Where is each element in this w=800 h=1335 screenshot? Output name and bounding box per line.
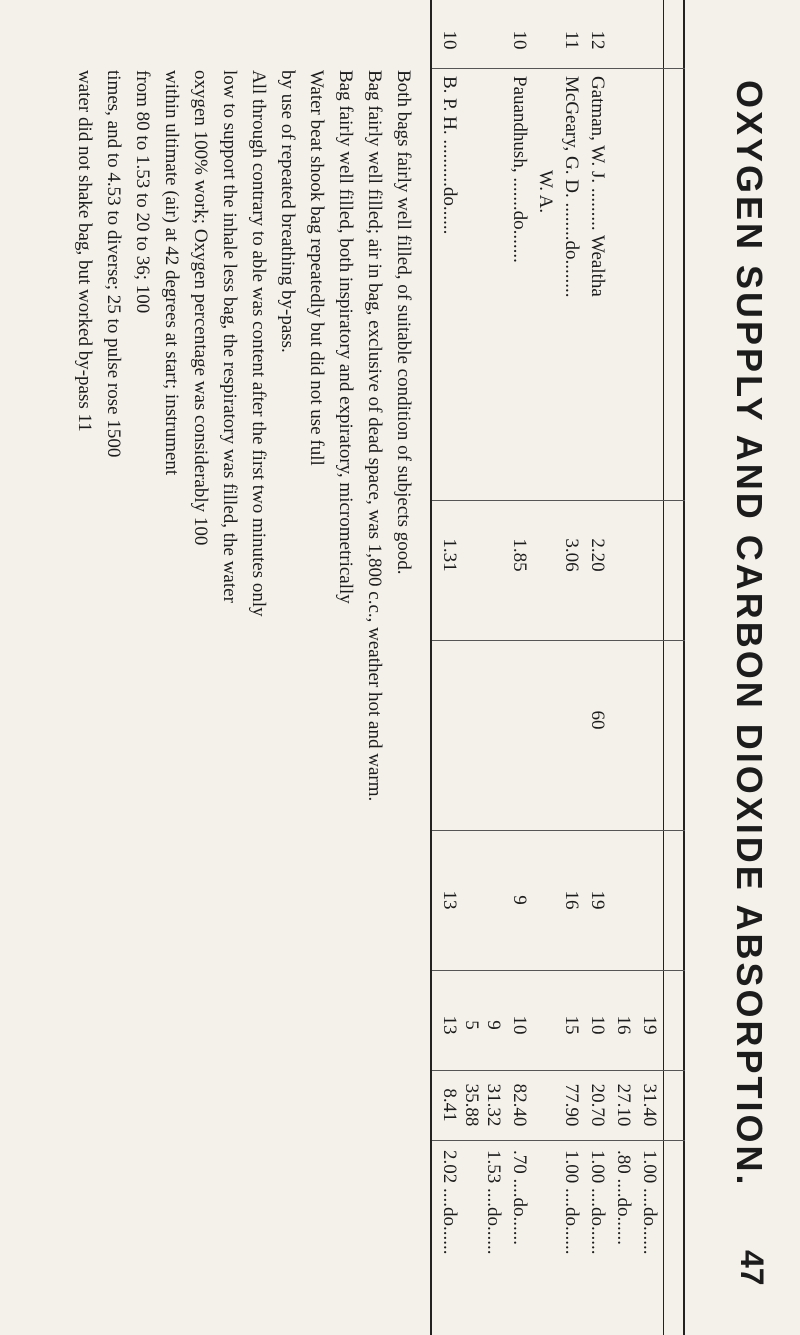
- table-cell: 10: [509, 30, 530, 50]
- table-cell: 1.00 ....do......: [561, 1150, 582, 1255]
- page-number: 47: [734, 1250, 770, 1286]
- table-cell: 2.02 ....do......: [439, 1150, 460, 1255]
- table-row: [584, 0, 608, 1335]
- remark-line: All through contrary to able was content after the first two minutes only: [248, 70, 269, 617]
- table-cell: 2.20: [587, 538, 608, 572]
- table-cell: 12: [587, 30, 608, 50]
- table-cell: 16: [561, 890, 582, 910]
- table-cell: 77.90: [561, 1083, 582, 1127]
- remark-line: within ultimate (air) at 42 degrees at start; instrument: [161, 70, 182, 476]
- table-row: [636, 0, 660, 1335]
- table-cell: 60: [587, 710, 608, 730]
- table-cell: W. A.: [535, 170, 556, 214]
- table-cell: B. P. H. ..........do......: [439, 76, 460, 235]
- remark-line: low to support the inhale less bag, the respiratory was filled, the water: [219, 70, 240, 603]
- table-row: [458, 0, 482, 1335]
- table-cell: 10: [509, 1015, 530, 1035]
- column-rule: [432, 830, 685, 831]
- table-cell: 13: [439, 1015, 460, 1035]
- table-cell: 1.85: [509, 538, 530, 572]
- table-cell: 11: [561, 30, 582, 50]
- table-header-rule: [663, 0, 664, 1335]
- remark-line: water did not shake bag, but worked by-pass 11: [74, 70, 95, 432]
- table-row: [558, 0, 582, 1335]
- table-cell: 82.40: [509, 1083, 530, 1127]
- table-cell: 19: [639, 1015, 660, 1035]
- table-cell: 8.41: [439, 1088, 460, 1122]
- table-cell: 27.10: [613, 1083, 634, 1127]
- table-row: [436, 0, 460, 1335]
- table-cell: Gatman, W. J. ......... Wealtha: [587, 76, 608, 297]
- table-cell: .70 ....do......: [509, 1150, 530, 1245]
- table-cell: 1.00 ....do......: [639, 1150, 660, 1255]
- remark-line: by use of repeated breathing by-pass.: [277, 70, 298, 353]
- table-row: [480, 0, 504, 1335]
- table-cell: 1.31: [439, 538, 460, 572]
- table-cell: .80 ....do......: [613, 1150, 634, 1245]
- table-cell: McGeary, G. D. ........do........: [561, 76, 582, 298]
- page-header: [700, 0, 800, 1335]
- table-cell: 1.00 ....do......: [587, 1150, 608, 1255]
- table-bottom-rule: [430, 0, 432, 1335]
- column-rule: [432, 68, 685, 69]
- remark-line: oxygen 100% work; Oxygen percentage was considerably 100: [190, 70, 211, 546]
- column-rule: [432, 500, 685, 501]
- page-title: OXYGEN SUPPLY AND CARBON DIOXIDE ABSORPTION.: [729, 80, 770, 1188]
- remark-line: Bag fairly well filled, both inspiratory and expiratory, micrometrically: [335, 70, 356, 604]
- table-cell: 9: [483, 1020, 504, 1030]
- remark-line: Bag fairly well filled; air in bag, exclusive of dead space, was 1,800 c.c., weather hot and warm.: [364, 70, 385, 802]
- table-top-rule: [683, 0, 685, 1335]
- table-cell: 5: [461, 1020, 482, 1030]
- table-cell: 10: [439, 30, 460, 50]
- column-rule: [432, 1140, 685, 1141]
- table-cell: 3.06: [561, 538, 582, 572]
- table-cell: 35.88: [461, 1083, 482, 1127]
- table-row: [610, 0, 634, 1335]
- table-cell: 19: [587, 890, 608, 910]
- remark-line: Both bags fairly well filled, of suitable condition of subjects good.: [393, 70, 414, 575]
- table-cell: Pauandhush, .......do.......: [509, 76, 530, 263]
- table-row: [506, 0, 530, 1335]
- remark-line: times, and to 4.53 to diverse; 25 to pulse rose 1500: [103, 70, 124, 458]
- column-rule: [432, 970, 685, 971]
- remark-line: Water beat shook bag repeatedly but did not use full: [306, 70, 327, 466]
- table-cell: 13: [439, 890, 460, 910]
- table-cell: 31.32: [483, 1083, 504, 1127]
- table-cell: 15: [561, 1015, 582, 1035]
- remark-line: from 80 to 1.53 to 20 to 36; 100: [132, 70, 153, 314]
- column-rule: [432, 640, 685, 641]
- table-cell: 1.53 ....do......: [483, 1150, 504, 1255]
- table-cell: 20.70: [587, 1083, 608, 1127]
- table-cell: 16: [613, 1015, 634, 1035]
- table-cell: 10: [587, 1015, 608, 1035]
- table-cell: 31.40: [639, 1083, 660, 1127]
- table-cell: 9: [509, 895, 530, 905]
- column-rule: [432, 1070, 685, 1071]
- table-row: [532, 0, 556, 1335]
